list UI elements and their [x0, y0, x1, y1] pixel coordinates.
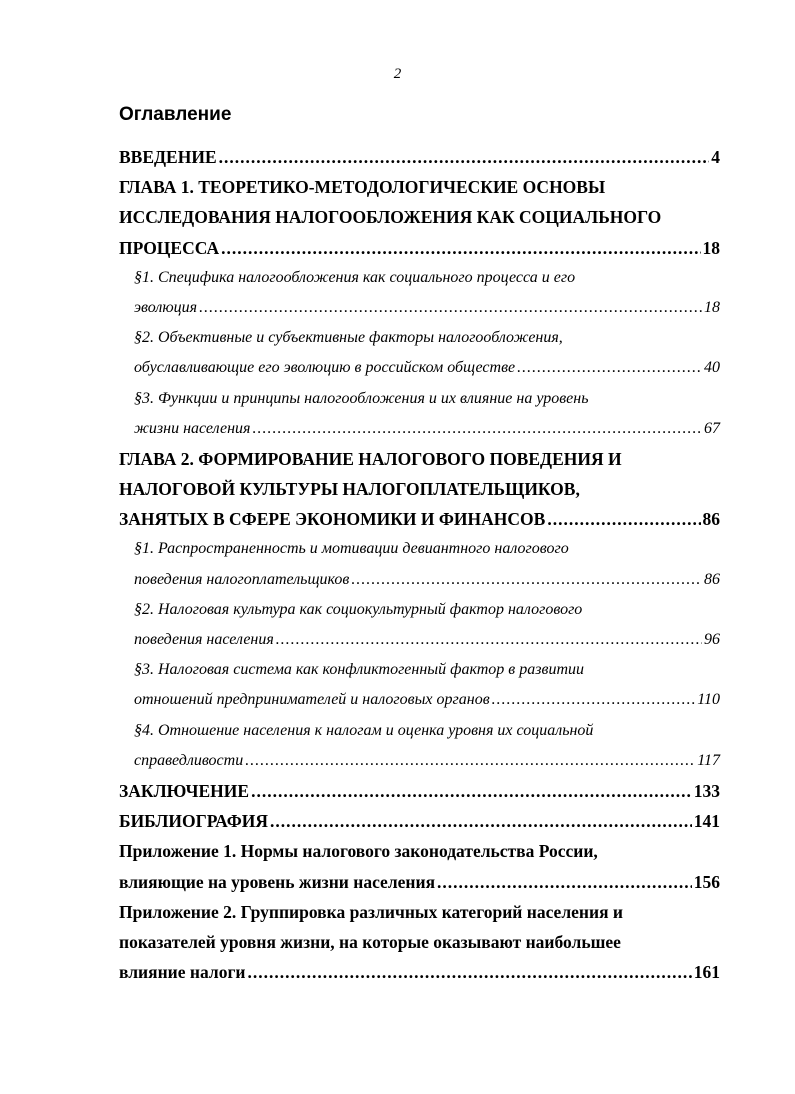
- toc-entry-text: влияние налоги: [119, 962, 246, 983]
- toc-entry-page: 141: [693, 811, 720, 832]
- toc-leader-dots: [219, 142, 710, 172]
- toc-entry-section-1-2-line-1: [0, 323, 795, 353]
- toc-leader-dots: [437, 867, 692, 897]
- toc-entry-page: 18: [704, 298, 720, 316]
- toc-entry-page: 110: [697, 691, 720, 709]
- toc-entry-conclusion: [0, 776, 795, 806]
- toc-entry-bibliography: [0, 806, 795, 836]
- toc-entry-chapter-2-line-1: [0, 444, 795, 474]
- toc-entry-text: поведения населения: [134, 631, 274, 648]
- toc-entry-section-2-1-line-2: [0, 565, 795, 595]
- toc-entry-section-2-3-line-1: [0, 655, 795, 685]
- toc-entry-text: ГЛАВА 1. ТЕОРЕТИКО-МЕТОДОЛОГИЧЕСКИЕ ОСНОВЫ: [119, 177, 606, 198]
- toc-entry-text: показателей уровня жизни, на которые оказывают наибольшее: [119, 931, 621, 952]
- page-number: 2: [393, 66, 402, 82]
- toc-leader-dots: [351, 565, 702, 595]
- toc-entry-appendix-2-line-3: [0, 957, 795, 987]
- toc-entry-page: 4: [711, 147, 720, 167]
- toc-title: Оглавление: [119, 104, 232, 125]
- toc-entry-text: §2. Объективные и субъективные факторы налогообложения,: [134, 329, 563, 347]
- toc-entry-section-2-3-line-2: [0, 685, 795, 715]
- toc-entry-page: 117: [697, 751, 720, 769]
- toc-entry-page: 18: [702, 237, 720, 258]
- toc-entry-text: ЗАНЯТЫХ В СФЕРЕ ЭКОНОМИКИ И ФИНАНСОВ: [119, 509, 546, 530]
- toc-entry-text: НАЛОГОВОЙ КУЛЬТУРЫ НАЛОГОПЛАТЕЛЬЩИКОВ,: [119, 479, 580, 500]
- toc-entry-page: 156: [693, 871, 720, 892]
- toc-entry-section-1-3-line-1: [0, 384, 795, 414]
- toc-entry-chapter-1-line-2: [0, 202, 795, 232]
- toc-entry-appendix-1-line-2: [0, 867, 795, 897]
- toc-entry-section-2-2-line-1: [0, 595, 795, 625]
- toc-entry-page: 40: [704, 359, 720, 377]
- toc-entry-text: отношений предпринимателей и налоговых органов: [134, 691, 490, 709]
- toc-entry-text: справедливости: [134, 751, 244, 769]
- toc-entry-chapter-2-line-3: [0, 504, 795, 534]
- toc-entry-text: §3. Налоговая система как конфликтогенный фактор в развитии: [134, 661, 584, 679]
- toc-entry-text: влияющие на уровень жизни населения: [119, 871, 436, 892]
- toc-entry-text: жизни населения: [134, 419, 251, 437]
- toc-entry-introduction: [0, 142, 795, 172]
- toc-leader-dots: [276, 625, 702, 655]
- toc-entry-section-1-1-line-2: [0, 293, 795, 323]
- toc-entry-section-2-1-line-1: [0, 534, 795, 564]
- toc-leader-dots: [251, 776, 692, 806]
- toc-entry-page: 86: [702, 509, 720, 530]
- toc-entry-page: 67: [704, 419, 720, 437]
- toc-entry-text: §3. Функции и принципы налогообложения и их влияние на уровень: [134, 389, 589, 407]
- toc-leader-dots: [252, 414, 702, 444]
- toc-entry-text: Приложение 2. Группировка различных категорий населения и: [119, 901, 623, 922]
- toc-entry-text: Приложение 1. Нормы налогового законодательства России,: [119, 841, 598, 862]
- toc-entry-section-1-2-line-2: [0, 353, 795, 383]
- toc-entry-text: БИБЛИОГРАФИЯ: [119, 811, 268, 832]
- toc-entry-page: 161: [693, 962, 720, 983]
- table-of-contents: [0, 142, 795, 987]
- toc-entry-text: ЗАКЛЮЧЕНИЕ: [119, 780, 250, 801]
- toc-entry-section-2-4-line-2: [0, 746, 795, 776]
- toc-entry-page: 86: [704, 570, 720, 588]
- toc-entry-chapter-2-line-2: [0, 474, 795, 504]
- toc-leader-dots: [270, 806, 692, 836]
- toc-entry-section-2-4-line-1: [0, 716, 795, 746]
- toc-entry-text: ПРОЦЕССА: [119, 237, 220, 258]
- toc-entry-text: §2. Налоговая культура как социокультурный фактор налогового: [134, 600, 583, 618]
- toc-leader-dots: [221, 233, 700, 263]
- toc-entry-text: обуславливающие его эволюцию в российском обществе: [134, 359, 516, 377]
- toc-entry-text: поведения налогоплательщиков: [134, 570, 350, 588]
- toc-entry-text: §1. Распространенность и мотивации девиантного налогового: [134, 540, 569, 558]
- toc-entry-text: ГЛАВА 2. ФОРМИРОВАНИЕ НАЛОГОВОГО ПОВЕДЕНИЯ И: [119, 448, 622, 469]
- toc-entry-appendix-2-line-1: [0, 897, 795, 927]
- toc-leader-dots: [245, 746, 695, 776]
- toc-entry-page: 96: [704, 631, 720, 648]
- toc-leader-dots: [492, 685, 696, 715]
- toc-entry-appendix-2-line-2: [0, 927, 795, 957]
- toc-entry-section-1-3-line-2: [0, 414, 795, 444]
- toc-entry-chapter-1-line-1: [0, 172, 795, 202]
- toc-entry-text: эволюция: [134, 298, 198, 316]
- toc-leader-dots: [547, 504, 700, 534]
- toc-entry-appendix-1-line-1: [0, 836, 795, 866]
- toc-entry-text: §4. Отношение населения к налогам и оценка уровня их социальной: [134, 721, 594, 739]
- toc-entry-page: 133: [693, 780, 720, 801]
- toc-entry-text: ИССЛЕДОВАНИЯ НАЛОГООБЛОЖЕНИЯ КАК СОЦИАЛЬНОГО: [119, 207, 662, 228]
- toc-entry-section-1-1-line-1: [0, 263, 795, 293]
- toc-leader-dots: [199, 293, 702, 323]
- toc-entry-text: §1. Специфика налогообложения как социального процесса и его: [134, 268, 576, 286]
- toc-entry-text: ВВЕДЕНИЕ: [119, 147, 217, 167]
- toc-leader-dots: [517, 353, 702, 383]
- toc-leader-dots: [247, 957, 691, 987]
- toc-entry-section-2-2-line-2: [0, 625, 795, 655]
- toc-entry-chapter-1-line-3: [0, 233, 795, 263]
